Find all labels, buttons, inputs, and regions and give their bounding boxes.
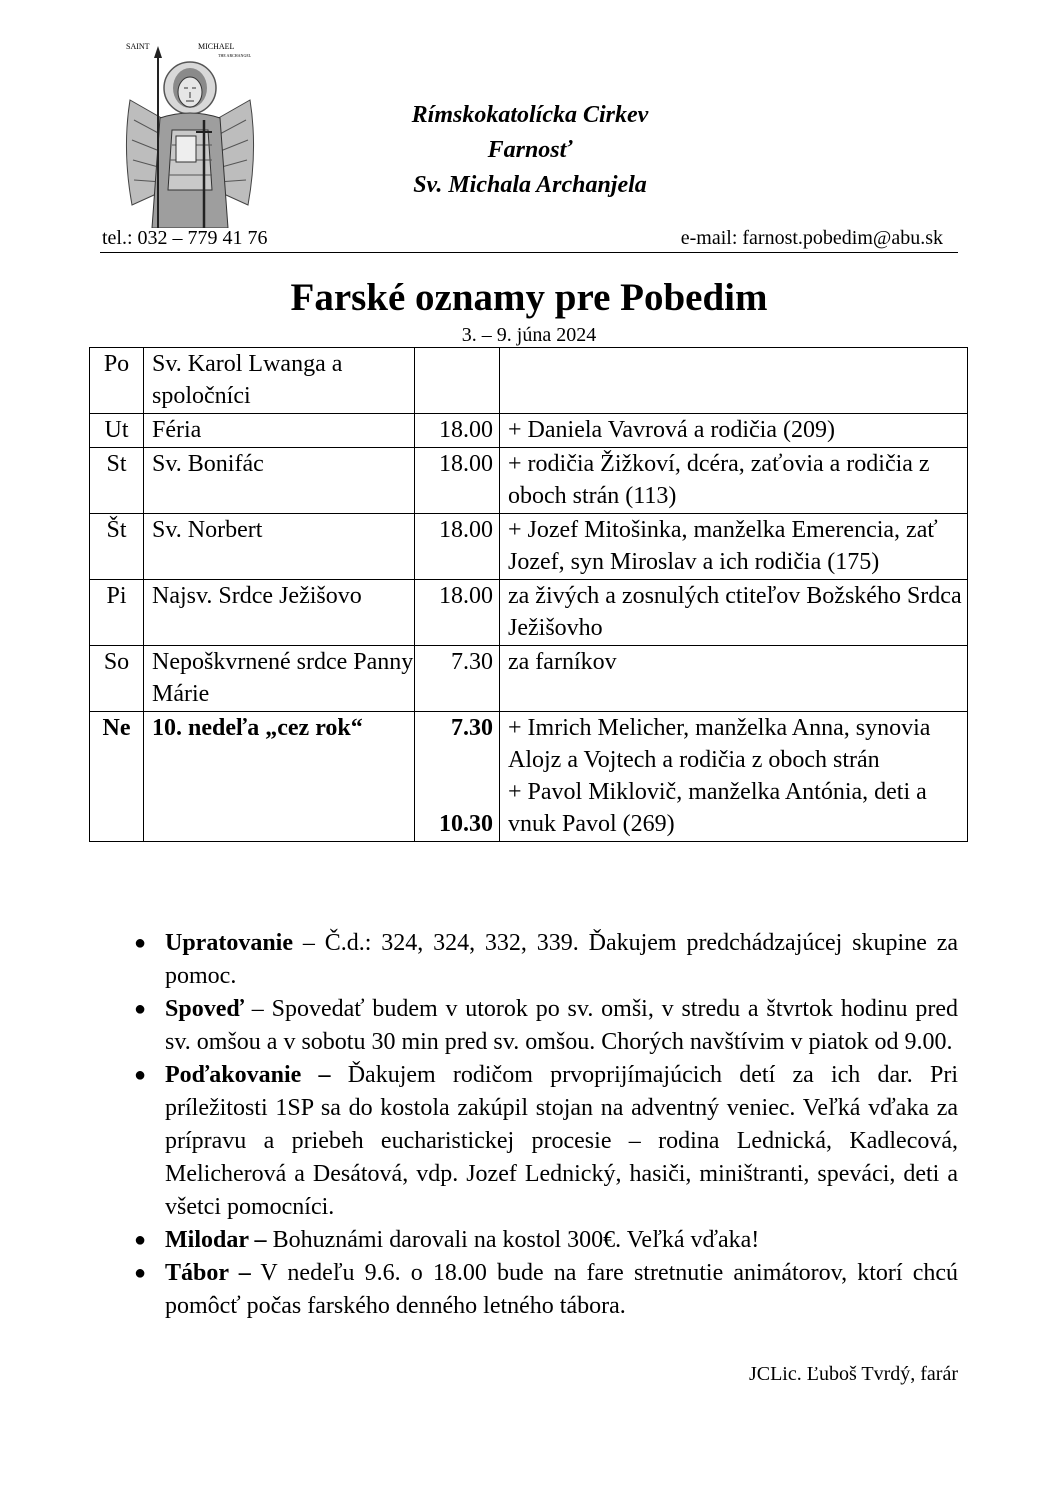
table-row [90,646,968,712]
time-value: 10.30 [439,811,493,837]
bullet-icon: ● [134,1064,147,1086]
feast-cell: Sv. Karol Lwanga a spoločníci [144,348,415,414]
note-heading: Spoveď [165,996,244,1022]
header-parish-label: Farnosť [487,137,573,163]
contact-line [100,226,958,253]
intention-cell: za farníkov [500,646,968,712]
day-cell: St [90,448,144,514]
feast-cell: Féria [144,414,415,448]
table-row [90,448,968,514]
note-separator [251,1260,261,1286]
day-cell: Pi [90,580,144,646]
note-text: Bohuznámi darovali na kostol 300€. Veľká vďaka! [272,1227,760,1253]
day-cell: Št [90,514,144,580]
feast-cell: Najsv. Srdce Ježišovo [144,580,415,646]
intention-cell [500,712,968,842]
time-cell: 7.30 [415,646,500,712]
intention-cell: + rodičia Žižkoví, dcéra, zaťovia a rodičia z oboch strán (113) [500,448,968,514]
feast-cell: Sv. Norbert [144,514,415,580]
table-row [90,580,968,646]
list-item [130,1257,958,1323]
table-row [90,414,968,448]
note-text: Spovedať budem v utorok po sv. omši, v stredu a štvrtok hodinu pred sv. omšou a v sobotu 30 min pred sv. omšou. Chorých navštívim v piatok od 9.00. [165,996,958,1055]
bullet-icon: ● [134,932,147,954]
date-range: 3. – 9. júna 2024 [461,324,597,346]
table-row [90,712,968,842]
feast-cell: Nepoškvrnené srdce Panny Márie [144,646,415,712]
parish-logo [120,40,260,228]
time-cell: 18.00 [415,448,500,514]
church-header [300,98,760,203]
list-item [130,927,958,993]
time-cell: 18.00 [415,514,500,580]
time-cell [415,712,500,842]
list-item [130,1224,958,1257]
list-item [130,993,958,1059]
bullet-icon: ● [134,998,147,1020]
time-value: 7.30 [451,715,493,741]
table-row [90,348,968,414]
page-title: Farské oznamy pre Pobedim [290,276,768,319]
bullet-icon: ● [134,1262,147,1284]
logo-text-archangel: THE ARCHANGEL [218,53,252,58]
mass-schedule-table [89,347,968,842]
note-separator [331,1062,348,1088]
note-text: Ďakujem rodičom prvoprijímajúcich detí za ich dar. Pri príležitosti 1SP sa do kostola zakúpil stojan na adventný veniec. Veľká vďaka za prípravu a priebeh eucharistickej procesie – rodina Lednická, Kadlecová, Melicherová a Desátová, vdp. Jozef Lednický, hasiči, miništranti, speváci, deti a všetci pomocníci. [165,1062,959,1220]
note-heading: Milodar – [165,1227,267,1253]
day-cell: Ne [90,712,144,842]
header-parish-name: Sv. Michala Archanjela [413,172,647,198]
note-heading: Tábor – [165,1260,251,1286]
note-text: V nedeľu 9.6. o 18.00 bude na fare stretnutie animátorov, ktorí chcú pomôcť počas farského denného letného tábora. [165,1260,958,1319]
note-text: Č.d.: 324, 324, 332, 339. Ďakujem predchádzajúcej skupine za pomoc. [165,930,958,989]
logo-text-saint: SAINT [126,42,150,51]
note-heading: Upratovanie [165,930,293,956]
note-separator: – [243,996,272,1022]
intention-cell: + Daniela Vavrová a rodičia (209) [500,414,968,448]
note-separator: – [293,930,325,956]
intention-text: + Pavol Miklovič, manželka Antónia, deti a vnuk Pavol (269) [508,779,927,837]
signature: JCLic. Ľuboš Tvrdý, farár [748,1363,958,1385]
intention-cell: + Jozef Mitošinka, manželka Emerencia, zať Jozef, syn Miroslav a ich rodičia (175) [500,514,968,580]
day-cell: Ut [90,414,144,448]
email-address: e-mail: farnost.pobedim@abu.sk [680,227,943,249]
day-cell: So [90,646,144,712]
time-cell [415,348,500,414]
logo-text-michael: MICHAEL [198,42,235,51]
bullet-icon: ● [134,1229,147,1251]
intention-text: + Imrich Melicher, manželka Anna, synovia Alojz a Vojtech a rodičia z oboch strán [508,715,931,773]
note-heading: Poďakovanie – [165,1062,331,1088]
time-cell: 18.00 [415,414,500,448]
day-cell: Po [90,348,144,414]
announcements-list [130,927,958,1323]
feast-cell: Sv. Bonifác [144,448,415,514]
feast-cell: 10. nedeľa „cez rok“ [144,712,415,842]
table-row [90,514,968,580]
phone-number: tel.: 032 – 779 41 76 [102,227,268,249]
saint-michael-icon [120,40,260,228]
intention-cell: za živých a zosnulých ctiteľov Božského Srdca Ježišovho [500,580,968,646]
header-church-name: Rímskokatolícka Cirkev [411,102,649,128]
list-item [130,1059,958,1224]
time-cell: 18.00 [415,580,500,646]
intention-cell [500,348,968,414]
